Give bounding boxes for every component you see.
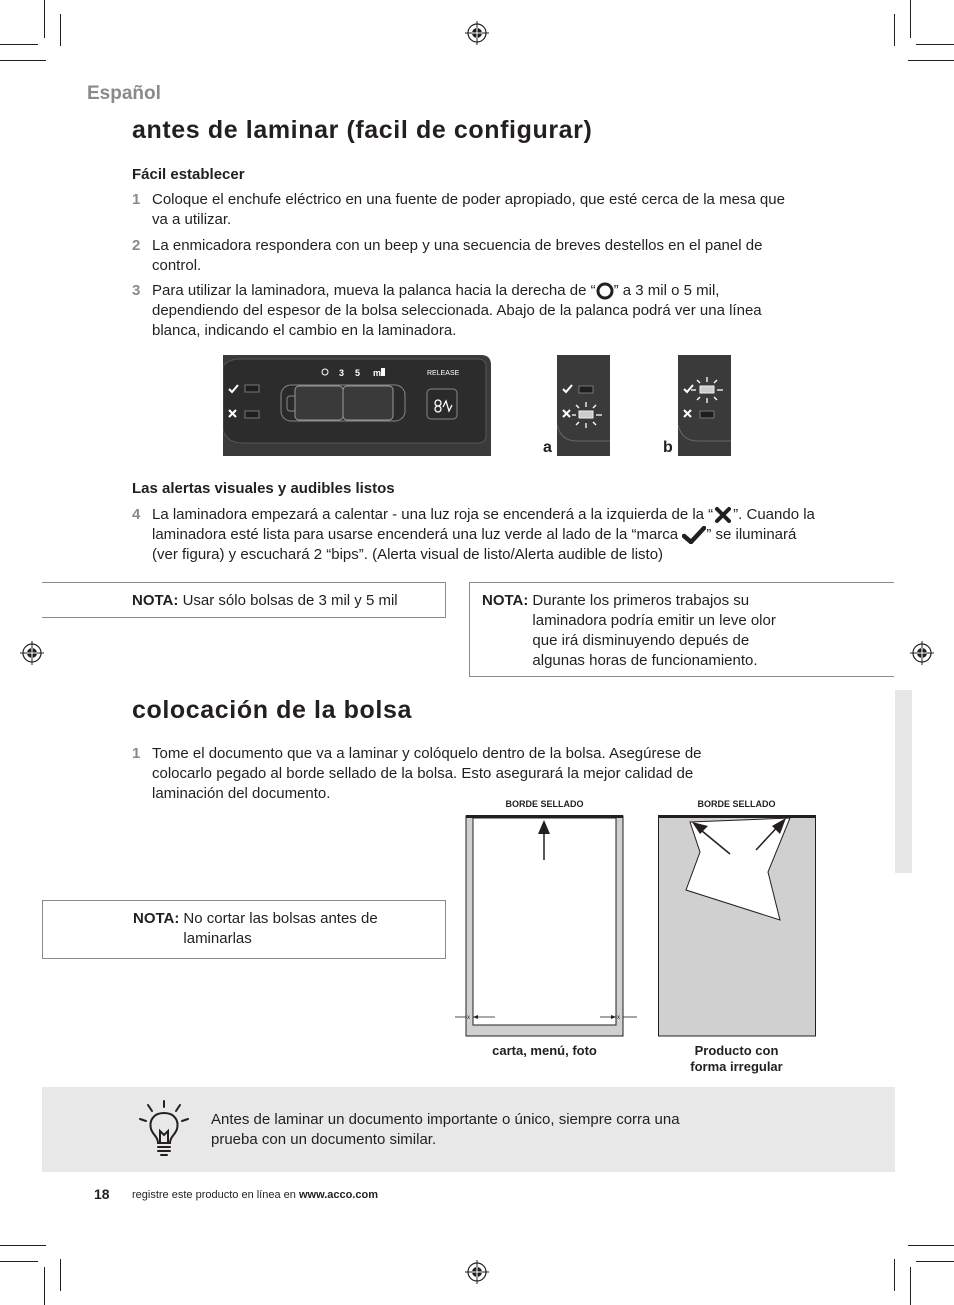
crop-mark: [910, 1267, 911, 1305]
note-label: NOTA:: [132, 592, 179, 609]
check-mark-icon: [682, 526, 706, 544]
note-text: Durante los primeros trabajos su laminadora podría emitir un leve olor que irá disminuyendo depués de algunas horas de funcionamiento.: [532, 592, 776, 669]
page-number: 18: [94, 1186, 110, 1202]
margin-x-mark: x: [617, 1015, 620, 1021]
note-box-3: [42, 900, 446, 959]
crop-mark: [60, 14, 61, 46]
step-text-part: ” se iluminará (ver figura) y escuchará 2 “bips”. (Alerta visual de listo/Alerta audible de listo): [152, 526, 797, 564]
step-text: Tome el documento que va a laminar y colóquelo dentro de la bolsa. Asegúrese de colocarlo pegado al borde sellado de la bolsa. Esto asegurará la mejor calidad de laminación del documento.: [152, 745, 702, 802]
step-number: 1: [132, 745, 141, 762]
step-text-part: Para utilizar la laminadora, mueva la palanca hacia la derecha de “: [152, 282, 596, 299]
crop-mark: [0, 60, 46, 61]
crop-mark: [894, 14, 895, 46]
note-content: [133, 909, 445, 949]
step-1: [132, 190, 802, 230]
panel-detail-b: [678, 355, 731, 456]
panel-detail-a: [557, 355, 610, 456]
step-text: La enmicadora respondera con un beep y una secuencia de breves destellos en el panel de control.: [152, 237, 763, 274]
crop-mark: [910, 0, 911, 38]
footer-url[interactable]: www.acco.com: [298, 1189, 379, 1201]
language-label: Español: [87, 83, 161, 104]
pouch-diagram-irregular: [658, 812, 816, 1038]
note-content: [482, 591, 894, 671]
step-text-part: ” a 3 mil o 5 mil, dependiendo del espesor de la bolsa seleccionada. Abajo de la palanca podrá ver una línea blanca, indicando el cambio en la laminadora.: [152, 282, 762, 339]
step-number: 3: [132, 282, 141, 299]
registration-mark-icon: [910, 641, 934, 665]
caption-irregular-1: Producto con: [694, 1043, 779, 1058]
section-title-setup: antes de laminar (facil de configurar): [132, 116, 593, 144]
sealed-edge-label-left: BORDE SELLADO: [505, 799, 584, 809]
lightbulb-icon: [136, 1099, 192, 1159]
step-number: 4: [132, 506, 141, 523]
footer-text: [132, 1189, 378, 1201]
note-label: NOTA:: [133, 910, 180, 927]
step-2: [132, 236, 802, 276]
step-text: [152, 505, 822, 565]
note-box-1: [42, 582, 446, 618]
step-text-part: ”. Cuando la laminadora esté lista para usarse encenderá una luz verde al lado de la “marca: [152, 506, 815, 544]
crop-mark: [0, 44, 38, 45]
step-number: 2: [132, 237, 141, 254]
control-panel-illustration: [223, 355, 491, 456]
tip-text: Antes de laminar un documento importante o único, siempre corra una prueba con un documento similar.: [211, 1111, 680, 1148]
crop-mark: [908, 1245, 954, 1246]
registration-mark-icon: [465, 1260, 489, 1284]
panel-label-5: 5: [355, 368, 361, 378]
crop-mark: [44, 0, 45, 38]
panel-label-m: m: [373, 368, 382, 378]
step-text: Coloque el enchufe eléctrico en una fuente de poder apropiado, que esté cerca de la mesa que va a utilizar.: [152, 191, 785, 228]
step-4: [132, 505, 822, 565]
panel-caption-b: b: [663, 439, 673, 456]
subtitle-easy-setup: Fácil establecer: [132, 166, 245, 183]
panel-caption-a: a: [543, 439, 552, 456]
crop-mark: [44, 1267, 45, 1305]
pouch-diagram-document: [455, 812, 637, 1042]
note-text: Usar sólo bolsas de 3 mil y 5 mil: [182, 592, 398, 609]
crop-mark: [0, 1261, 38, 1262]
step-text-part: La laminadora empezará a calentar - una luz roja se encenderá a la izquierda de la “: [152, 506, 714, 523]
crop-mark: [894, 1259, 895, 1291]
crop-mark: [916, 1261, 954, 1262]
note-text: No cortar las bolsas antes de laminarlas: [183, 910, 378, 947]
crop-mark: [0, 1245, 46, 1246]
caption-irregular-2: forma irregular: [690, 1059, 783, 1074]
step-number: 1: [132, 191, 141, 208]
sealed-edge-label-right: BORDE SELLADO: [697, 799, 776, 809]
footer-label: registre este producto en línea en: [132, 1189, 299, 1201]
note-label: NOTA:: [482, 592, 529, 609]
step-text: [152, 281, 802, 341]
step-pouch-1: [132, 744, 742, 804]
margin-x-mark: x: [467, 1015, 470, 1021]
panel-label-3: 3: [339, 368, 345, 378]
subtitle-alerts: Las alertas visuales y audibles listos: [132, 480, 395, 497]
section-title-pouch: colocación de la bolsa: [132, 696, 412, 724]
x-mark-icon: [713, 505, 733, 525]
registration-mark-icon: [20, 641, 44, 665]
registration-mark-icon: [465, 21, 489, 45]
note-box-2: [469, 582, 894, 677]
crop-mark: [60, 1259, 61, 1291]
caption-document: carta, menú, foto: [492, 1043, 597, 1058]
step-3: [132, 281, 802, 341]
crop-mark: [916, 44, 954, 45]
off-circle-icon: [596, 282, 614, 300]
crop-mark: [908, 60, 954, 61]
release-label: RELEASE: [427, 370, 460, 377]
sidebar-tab: [895, 690, 912, 873]
